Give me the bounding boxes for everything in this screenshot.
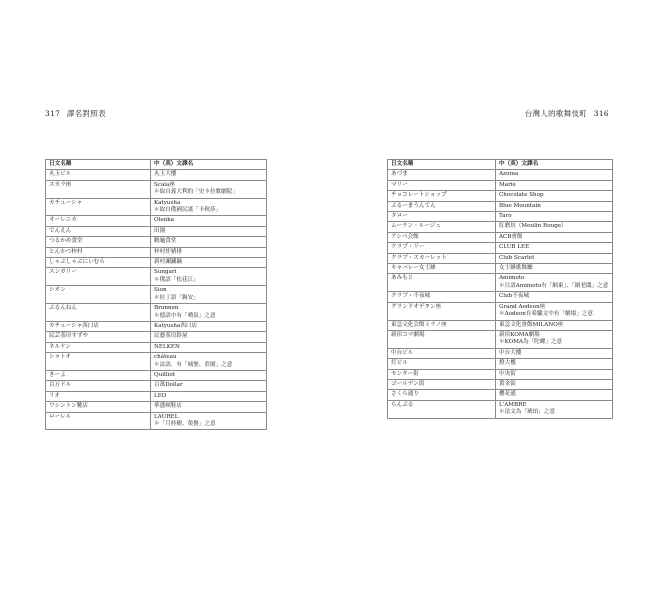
translated-name: ACB會館: [499, 233, 523, 240]
chinese-name-cell: [151, 342, 267, 352]
japanese-name-cell: きーよ: [46, 370, 151, 380]
translated-name: Grand Aodeon座: [499, 303, 546, 310]
japanese-name-cell: 東急文化会館ミラノ座: [388, 320, 496, 330]
header-chinese-name: 中（英）文譯名: [151, 160, 267, 170]
table-row: [388, 359, 613, 369]
translated-name: Quilliot: [154, 371, 175, 378]
table-row: [388, 292, 613, 302]
table-row: [388, 212, 613, 222]
translated-name: 丸玉大樓: [154, 171, 177, 178]
japanese-name-cell: クラブ・スカーレット: [388, 253, 496, 263]
translated-name: 紅磨坊（Moulin Rouge）: [499, 223, 567, 230]
chinese-name-cell: [151, 391, 267, 401]
chinese-name-cell: [151, 412, 267, 430]
table-row: [388, 348, 613, 358]
japanese-name-cell: スンガリー: [46, 268, 151, 286]
chinese-name-cell: [496, 379, 613, 389]
translated-name: 新宿KOMA劇場: [499, 331, 540, 338]
chinese-name-cell: [151, 381, 267, 391]
table-row: [388, 180, 613, 190]
japanese-name-cell: クラブ・不夜城: [388, 292, 496, 302]
chinese-name-cell: [151, 353, 267, 371]
chinese-name-cell: [496, 400, 613, 418]
translation-note: ＊法語，有「城堡、莊園」之意: [154, 361, 233, 368]
table-row: [46, 381, 267, 391]
translated-name: 中台大樓: [499, 349, 522, 356]
chinese-name-cell: [151, 370, 267, 380]
japanese-name-cell: つるかめ食堂: [46, 237, 151, 247]
translated-name: Katyusha: [154, 199, 181, 206]
japanese-name-cell: センター街: [388, 369, 496, 379]
translated-name: Brunnen: [154, 305, 179, 312]
japanese-name-cell: でんえん: [46, 226, 151, 236]
right-page-number: 316: [593, 109, 609, 118]
left-page-header: [41, 108, 106, 119]
chinese-name-cell: [151, 237, 267, 247]
right-running-title: 台灣人的歌舞伎町: [524, 109, 588, 118]
table-row: [46, 321, 267, 331]
japanese-name-cell: タロー: [388, 212, 496, 222]
chinese-name-cell: [151, 170, 267, 180]
header-japanese-name: 日文名稱: [46, 160, 151, 170]
translated-name: 中央街: [499, 370, 516, 377]
left-page-number: 317: [45, 109, 61, 118]
table-header-row: [46, 160, 267, 170]
translation-note: ＊Aodeon在希臘文中有「劇場」之意: [499, 311, 593, 318]
right-name-table: [387, 159, 613, 419]
table-row: [388, 191, 613, 201]
translated-name: Marie: [499, 181, 516, 188]
japanese-name-cell: オーレニカ: [46, 216, 151, 226]
japanese-name-cell: リオ: [46, 391, 151, 401]
japanese-name-cell: あづま: [388, 170, 496, 180]
chinese-name-cell: [151, 304, 267, 322]
japanese-name-cell: カチューシャ西口店: [46, 321, 151, 331]
japanese-name-cell: カチューシャ: [46, 198, 151, 216]
japanese-name-cell: 百万ドル: [46, 381, 151, 391]
translated-name: LEO: [154, 392, 167, 399]
japanese-name-cell: あみもと: [388, 274, 496, 292]
chinese-name-cell: [151, 321, 267, 331]
translated-name: 東急文化會館MILANO座: [499, 321, 564, 328]
chinese-name-cell: [496, 264, 613, 274]
translated-name: CLUB LEE: [499, 244, 530, 251]
translated-name: Azuma: [499, 171, 519, 178]
japanese-name-cell: ゴールデン街: [388, 379, 496, 389]
japanese-name-cell: ぶるんねん: [46, 304, 151, 322]
table-row: [388, 243, 613, 253]
table-row: [388, 222, 613, 232]
japanese-name-cell: グランドオデヲン座: [388, 302, 496, 320]
translated-name: Katyusha西口店: [154, 322, 198, 329]
translated-name: 百萬Dollar: [154, 382, 183, 389]
translated-name: 女王蜂歌舞廳: [499, 265, 533, 272]
translation-note: ＊「月桂樹、榮譽」之意: [154, 420, 216, 427]
translated-name: LAUREL: [154, 413, 179, 420]
chinese-name-cell: [496, 212, 613, 222]
translation-note: ＊拉丁語「錫安」: [154, 294, 199, 301]
chinese-name-cell: [496, 330, 613, 348]
table-row: [388, 170, 613, 180]
chinese-name-cell: [496, 292, 613, 302]
table-row: [46, 258, 267, 268]
table-row: [46, 304, 267, 322]
translated-name: Taro: [499, 213, 512, 220]
table-row: [46, 342, 267, 352]
chinese-name-cell: [496, 222, 613, 232]
chinese-name-cell: [496, 253, 613, 263]
chinese-name-cell: [496, 359, 613, 369]
japanese-name-cell: クラブ・リー: [388, 243, 496, 253]
chinese-name-cell: [496, 369, 613, 379]
translated-name: 田園: [154, 227, 166, 234]
table-row: [388, 232, 613, 242]
chinese-name-cell: [496, 170, 613, 180]
translated-name: Sion: [154, 287, 167, 294]
japanese-name-cell: シャトオ: [46, 353, 151, 371]
translated-name: 燈大樓: [499, 360, 516, 367]
chinese-name-cell: [151, 332, 267, 342]
translated-name: 鶴龜食堂: [154, 238, 177, 245]
chinese-name-cell: [151, 402, 267, 412]
table-row: [388, 320, 613, 330]
translated-name: Sungari: [154, 269, 177, 276]
chinese-name-cell: [496, 274, 613, 292]
chinese-name-cell: [151, 216, 267, 226]
japanese-name-cell: 灯ビル: [388, 359, 496, 369]
right-page-header: [525, 108, 613, 119]
japanese-name-cell: ローレル: [46, 412, 151, 430]
translated-name: NELKEN: [154, 343, 180, 350]
table-row: [388, 379, 613, 389]
table-row: [46, 402, 267, 412]
japanese-name-cell: さくら通り: [388, 390, 496, 400]
translated-name: Olenka: [154, 217, 175, 224]
table-row: [388, 201, 613, 211]
translation-note: ＊德語中有「噴泉」之意: [154, 312, 216, 319]
header-japanese-name: 日文名稱: [388, 160, 496, 170]
chinese-name-cell: [496, 232, 613, 242]
table-row: [46, 353, 267, 371]
japanese-name-cell: 新宿コマ劇場: [388, 330, 496, 348]
translated-name: Blue Mountain: [499, 202, 541, 209]
table-row: [388, 253, 613, 263]
japanese-name-cell: スカラ座: [46, 180, 151, 198]
table-header-row: [388, 160, 613, 170]
japanese-name-cell: 中台ビル: [388, 348, 496, 358]
chinese-name-cell: [151, 180, 267, 198]
translated-name: 櫻花通: [499, 391, 516, 398]
japanese-name-cell: アシベ会館: [388, 232, 496, 242]
table-row: [46, 237, 267, 247]
translation-note: ＊日語Amimoto有「網東」、「網老闆」之意: [499, 282, 609, 289]
japanese-name-cell: シオン: [46, 286, 151, 304]
chinese-name-cell: [496, 243, 613, 253]
table-row: [46, 412, 267, 430]
table-row: [388, 330, 613, 348]
table-row: [388, 400, 613, 418]
table-row: [46, 286, 267, 304]
japanese-name-cell: とんかつ梓村: [46, 247, 151, 257]
table-row: [46, 268, 267, 286]
translated-name: Amimoto: [499, 275, 525, 282]
translation-note: ＊法文為「琥珀」之意: [499, 409, 555, 416]
translated-name: 黃金街: [499, 380, 516, 387]
chinese-name-cell: [496, 320, 613, 330]
translation-note: ＊取自俄國民謠「卡秋莎」: [154, 207, 222, 214]
japanese-name-cell: らんぶる: [388, 400, 496, 418]
chinese-name-cell: [151, 198, 267, 216]
translation-note: ＊俄語「松花江」: [154, 276, 199, 283]
japanese-name-cell: 丸玉ビル: [46, 170, 151, 180]
chinese-name-cell: [151, 286, 267, 304]
table-row: [388, 302, 613, 320]
japanese-name-cell: ムーラン・ルージュ: [388, 222, 496, 232]
table-row: [388, 274, 613, 292]
chinese-name-cell: [151, 247, 267, 257]
table-row: [46, 198, 267, 216]
chinese-name-cell: [496, 180, 613, 190]
japanese-name-cell: しゃぶしゃぶにいむら: [46, 258, 151, 268]
left-name-table: [45, 159, 267, 430]
japanese-name-cell: チョコレートショップ: [388, 191, 496, 201]
chinese-name-cell: [496, 302, 613, 320]
translated-name: 華盛頓鞋店: [154, 403, 182, 410]
translated-name: Club不夜城: [499, 293, 530, 300]
translated-name: L'AMBRE: [499, 401, 527, 408]
translated-name: 新村涮涮鍋: [154, 259, 182, 266]
japanese-name-cell: キャバレー女王蜂: [388, 264, 496, 274]
japanese-name-cell: マリー: [388, 180, 496, 190]
chinese-name-cell: [151, 268, 267, 286]
table-row: [46, 391, 267, 401]
table-row: [46, 170, 267, 180]
table-row: [388, 390, 613, 400]
chinese-name-cell: [496, 201, 613, 211]
translation-note: ＊取自義大利的「史卡拉歌劇院」: [154, 189, 238, 196]
table-row: [46, 180, 267, 198]
table-row: [46, 226, 267, 236]
table-row: [46, 332, 267, 342]
chinese-name-cell: [151, 226, 267, 236]
table-row: [46, 370, 267, 380]
table-row: [46, 216, 267, 226]
japanese-name-cell: ワシントン靴店: [46, 402, 151, 412]
table-row: [388, 369, 613, 379]
translated-name: Chocolate Shop: [499, 192, 544, 199]
translation-note: ＊KOMA為「陀螺」之意: [499, 339, 563, 346]
table-row: [46, 247, 267, 257]
chinese-name-cell: [496, 348, 613, 358]
translated-name: 民藝茶房鈴屋: [154, 333, 188, 340]
japanese-name-cell: ぶるーまうんてん: [388, 201, 496, 211]
translated-name: Club Scarlet: [499, 254, 535, 261]
japanese-name-cell: 民芸茶房すずや: [46, 332, 151, 342]
chinese-name-cell: [151, 258, 267, 268]
chinese-name-cell: [496, 390, 613, 400]
left-running-title: 譯名對照表: [66, 109, 106, 118]
translated-name: 梓村炸豬排: [154, 248, 182, 255]
table-row: [388, 264, 613, 274]
header-chinese-name: 中（英）文譯名: [496, 160, 613, 170]
translated-name: château: [154, 354, 177, 361]
chinese-name-cell: [496, 191, 613, 201]
translated-name: Scala座: [154, 181, 176, 188]
japanese-name-cell: ネルケン: [46, 342, 151, 352]
